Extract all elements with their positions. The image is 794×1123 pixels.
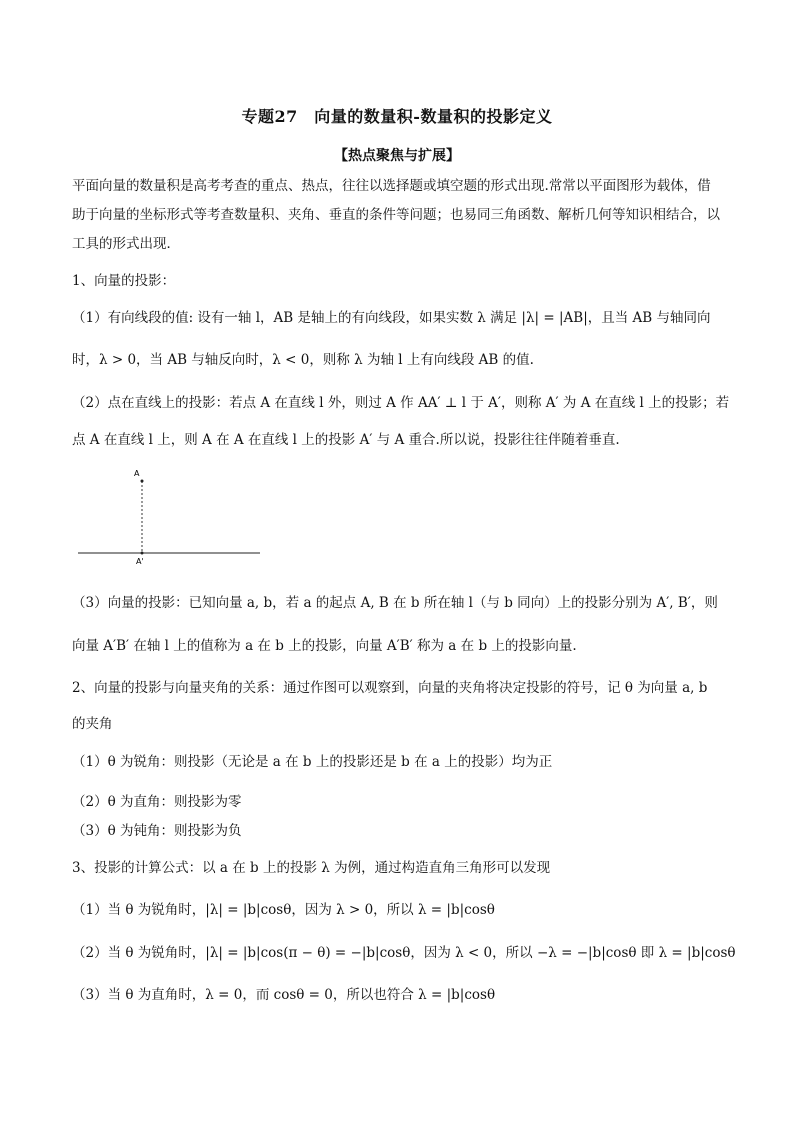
s1-p1-line1: （1）有向线段的值: 设有一轴 l，AB 是轴上的有向线段，如果实数 λ 满足 |λ| = |AB|，且当 AB 与轴同向 [72,310,711,326]
s3-item1: （1）当 θ 为锐角时，|λ| = |b|cosθ，因为 λ > 0，所以 λ = |b|cosθ [72,902,495,918]
page-title: 专题27 向量的数量积-数量积的投影定义 [241,107,553,126]
projection-diagram [72,466,272,576]
s2-line1: 2、向量的投影与向量夹角的关系：通过作图可以观察到，向量的夹角将决定投影的符号，记 θ 为向量 a, b [72,680,708,696]
s2-item1: （1）θ 为锐角：则投影（无论是 a 在 b 上的投影还是 b 在 a 上的投影）均为正 [72,754,553,770]
s1-p3-line1: （3）向量的投影：已知向量 a, b，若 a 的起点 A, B 在 b 所在轴 l（与 b 同向）上的投影分别为 A′, B′，则 [72,595,718,611]
point-a-prime [141,552,144,555]
section-3-heading: 3、投影的计算公式：以 a 在 b 上的投影 λ 为例，通过构造直角三角形可以发现 [72,860,551,876]
label-a-prime: A' [136,557,144,566]
s1-p1-line2: 时，λ > 0，当 AB 与轴反向时，λ < 0，则称 λ 为轴 l 上有向线段 AB 的值. [72,352,534,368]
s2-item3: （3）θ 为钝角：则投影为负 [72,823,242,839]
section-1-heading: 1、向量的投影： [72,273,176,289]
s1-p2-line1: （2）点在直线上的投影：若点 A 在直线 l 外，则过 A 作 AA′ ⊥ l 于 A′，则称 A′ 为 A 在直线 l 上的投影；若 [72,395,730,411]
s3-item3: （3）当 θ 为直角时，λ = 0，而 cosθ = 0，所以也符合 λ = |b|cosθ [72,987,496,1003]
label-a: A [134,469,140,478]
s1-p3-line2: 向量 A′B′ 在轴 l 上的值称为 a 在 b 上的投影，向量 A′B′ 称为 a 在 b 上的投影向量. [72,638,577,654]
section-subtitle: 【热点聚焦与扩展】 [334,148,460,164]
intro-paragraph: 平面向量的数量积是高考考查的重点、热点，往往以选择题或填空题的形式出现.常常以平面图形为载体，借助于向量的坐标形式等考查数量积、夹角、垂直的条件等问题；也易同三角函数、解析几何等知识相结合，以工具的形式出现． [72,178,720,252]
projection-figure [72,466,272,576]
s2-line2: 的夹角 [72,716,113,732]
s3-item2: （2）当 θ 为锐角时，|λ| = |b|cos(π − θ) = −|b|cosθ，因为 λ < 0，所以 −λ = −|b|cosθ 即 λ = |b|cosθ [72,945,736,961]
s2-item2: （2）θ 为直角：则投影为零 [72,794,242,810]
point-a [141,480,144,483]
s1-p2-line2: 点 A 在直线 l 上，则 A 在 A 在直线 l 上的投影 A′ 与 A 重合.所以说，投影往往伴随着垂直. [72,432,620,448]
